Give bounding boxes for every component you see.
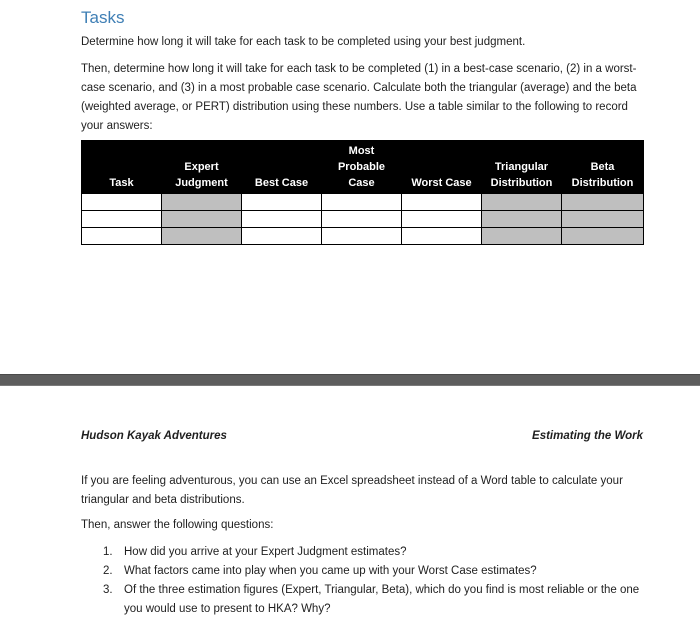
answers-table bbox=[81, 140, 644, 245]
column-header-beta-distribution: Beta Distribution bbox=[562, 141, 644, 194]
table-cell-most-probable-case[interactable] bbox=[322, 194, 402, 211]
column-header-triangular-distribution: Triangular Distribution bbox=[482, 141, 562, 194]
section-heading: Tasks bbox=[81, 8, 125, 27]
instruction-paragraph-2: Then, determine how long it will take for each task to be completed (1) in a best-case scenario, (2) in a worst-case scenario, and (3) in a most probable case scenario. Calculate both the triangular (average) and the beta (weighted average, or PERT) distribution using these numbers. Use a table similar to the following to record your answers: bbox=[81, 63, 637, 132]
table-cell-best-case[interactable] bbox=[242, 211, 322, 228]
table-cell-task[interactable] bbox=[82, 228, 162, 245]
table-cell-expert-judgment[interactable] bbox=[162, 228, 242, 245]
column-header-worst-case: Worst Case bbox=[402, 141, 482, 194]
table-row bbox=[82, 211, 644, 228]
table-cell-expert-judgment[interactable] bbox=[162, 194, 242, 211]
column-header-task: Task bbox=[82, 141, 162, 194]
table-cell-triangular-distribution[interactable] bbox=[482, 211, 562, 228]
table-cell-triangular-distribution[interactable] bbox=[482, 194, 562, 211]
list-item bbox=[81, 581, 649, 619]
page-header-section: Estimating the Work bbox=[532, 430, 643, 442]
list-item-number: 3. bbox=[103, 584, 113, 596]
table-cell-task[interactable] bbox=[82, 194, 162, 211]
table-row bbox=[82, 228, 644, 245]
table-cell-most-probable-case[interactable] bbox=[322, 228, 402, 245]
table-cell-beta-distribution[interactable] bbox=[562, 194, 644, 211]
column-header-expert-judgment: Expert Judgment bbox=[162, 141, 242, 194]
excel-option-paragraph: If you are feeling adventurous, you can use an Excel spreadsheet instead of a Word table to calculate your triangular and beta distributions. bbox=[81, 475, 623, 506]
page-separator bbox=[0, 374, 700, 386]
table-cell-task[interactable] bbox=[82, 211, 162, 228]
table-cell-worst-case[interactable] bbox=[402, 228, 482, 245]
list-item-text: Of the three estimation figures (Expert, Triangular, Beta), which do you find is most reliable or the one you would use to present to HKA? Why? bbox=[124, 584, 640, 615]
list-item bbox=[81, 543, 649, 562]
table-cell-best-case[interactable] bbox=[242, 228, 322, 245]
table-cell-best-case[interactable] bbox=[242, 194, 322, 211]
column-header-most-probable-case: Most Probable Case bbox=[322, 141, 402, 194]
table-cell-beta-distribution[interactable] bbox=[562, 228, 644, 245]
questions-intro-paragraph: Then, answer the following questions: bbox=[81, 519, 274, 531]
document-page-bottom bbox=[0, 386, 700, 621]
page-header-company: Hudson Kayak Adventures bbox=[81, 430, 227, 442]
table-cell-triangular-distribution[interactable] bbox=[482, 228, 562, 245]
list-item-text: How did you arrive at your Expert Judgment estimates? bbox=[124, 546, 407, 558]
list-item-number: 2. bbox=[103, 565, 113, 577]
table-cell-expert-judgment[interactable] bbox=[162, 211, 242, 228]
list-item-number: 1. bbox=[103, 546, 113, 558]
table-cell-most-probable-case[interactable] bbox=[322, 211, 402, 228]
table-cell-worst-case[interactable] bbox=[402, 194, 482, 211]
questions-list bbox=[81, 543, 649, 619]
instruction-paragraph-1: Determine how long it will take for each task to be completed using your best judgment. bbox=[81, 36, 526, 48]
table-header-row bbox=[82, 141, 644, 194]
table-cell-worst-case[interactable] bbox=[402, 211, 482, 228]
column-header-best-case: Best Case bbox=[242, 141, 322, 194]
list-item bbox=[81, 562, 649, 581]
table-cell-beta-distribution[interactable] bbox=[562, 211, 644, 228]
list-item-text: What factors came into play when you came up with your Worst Case estimates? bbox=[124, 565, 537, 577]
table-row bbox=[82, 194, 644, 211]
